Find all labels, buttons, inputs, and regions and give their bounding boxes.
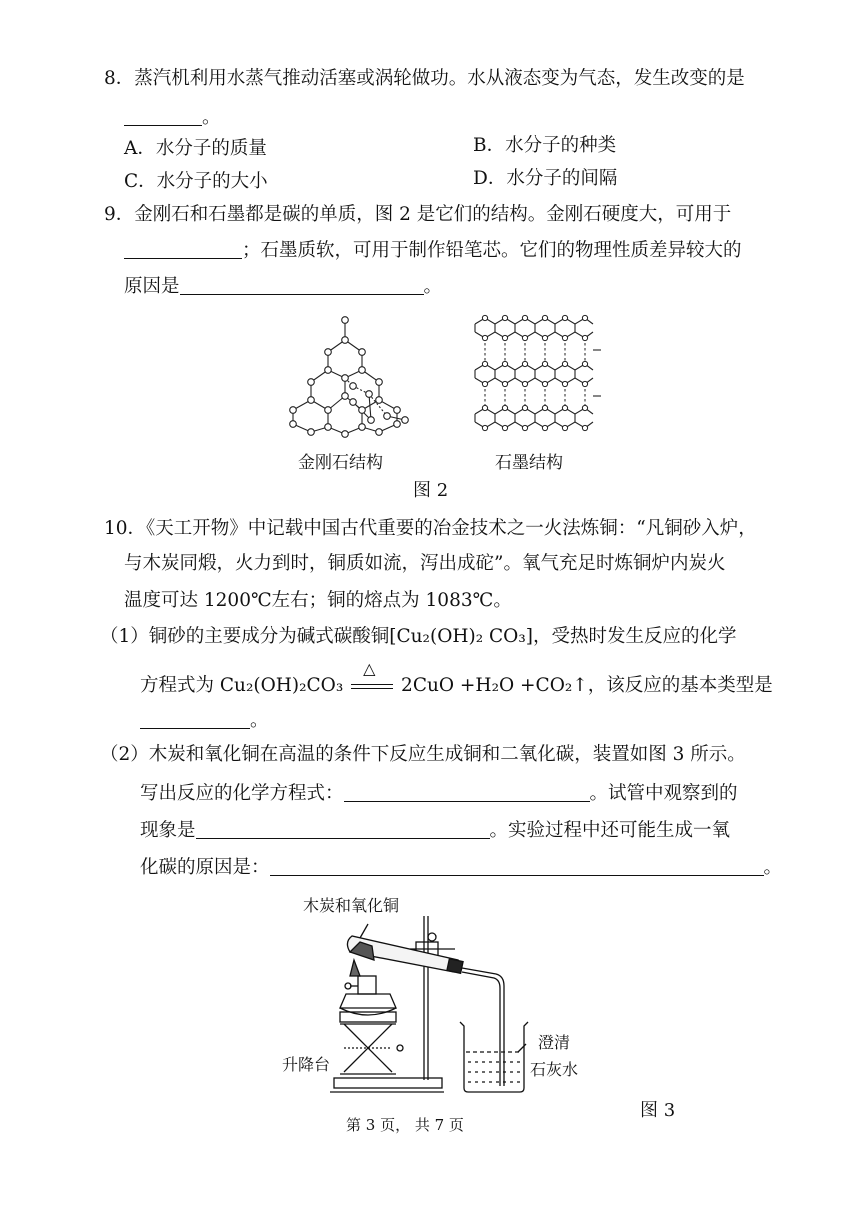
q10-part1-end: 。 xyxy=(250,710,269,731)
q10-part2-line4-text: 化碳的原因是： xyxy=(140,857,270,878)
q9-line3-end: 。 xyxy=(423,276,443,297)
q8-option-c: C．水分子的大小 xyxy=(124,171,268,192)
q10-line3: 温度可达 1200℃左右；铜的熔点为 1083℃。 xyxy=(124,590,512,611)
q9-line3 xyxy=(124,276,442,297)
q10-part2-line2-text: 写出反应的化学方程式： xyxy=(140,783,344,804)
q8-answer-line xyxy=(124,107,221,128)
graphite-caption: 石墨结构 xyxy=(495,453,563,473)
q10-part1-answer xyxy=(140,710,269,731)
q8-option-a: A．水分子的质量 xyxy=(124,138,267,159)
q10-part1-line1: （1）铜砂的主要成分为碱式碳酸铜[Cu₂(OH)₂ CO₃]，受热时发生反应的化学 xyxy=(100,626,737,647)
q8-option-b: B．水分子的种类 xyxy=(473,135,617,156)
eq-reactant: 方程式为 Cu₂(OH)₂CO₃ xyxy=(140,675,344,696)
q10-part2-line4-end: 。 xyxy=(763,857,783,878)
heat-condition-arrow xyxy=(349,659,395,693)
q8-stem: 8．蒸汽机利用水蒸气推动活塞或涡轮做功。水从液态变为气态，发生改变的是 xyxy=(104,68,745,89)
q10-phenomenon-blank[interactable] xyxy=(196,820,490,839)
eq-products: 2CuO +H₂O +CO₂↑，该反应的基本类型是 xyxy=(401,675,773,696)
fig3-label-limewater-1: 澄清 xyxy=(538,1033,571,1052)
q10-part2-line3-after: 。实验过程中还可能生成一氧 xyxy=(489,820,731,841)
q8-end: 。 xyxy=(202,107,221,128)
q10-part2-line4 xyxy=(140,857,782,878)
diamond-structure-diagram xyxy=(283,312,418,440)
figure-2-label: 图 2 xyxy=(413,480,449,501)
q10-part2-line3-text: 现象是 xyxy=(140,820,196,841)
heat-symbol: △ xyxy=(363,659,376,678)
q10-part1-blank[interactable] xyxy=(140,710,250,729)
page-footer: 第 3 页， 共 7 页 xyxy=(346,1116,464,1134)
q10-line1: 10．《天工开物》中记载中国古代重要的冶金技术之一火法炼铜：“凡铜砂入炉， xyxy=(104,518,757,539)
q10-equation-blank[interactable] xyxy=(344,783,590,802)
q10-part2-line1: （2）木炭和氧化铜在高温的条件下反应生成铜和二氧化碳，装置如图 3 所示。 xyxy=(100,744,746,765)
fig3-label-charcoal-copper-oxide: 木炭和氧化铜 xyxy=(303,896,400,915)
q8-blank[interactable] xyxy=(124,107,202,126)
graphite-structure-diagram xyxy=(467,310,602,438)
q10-part1-equation xyxy=(140,659,773,696)
q10-co-reason-blank[interactable] xyxy=(270,857,764,876)
q9-blank-reason[interactable] xyxy=(180,276,424,295)
q9-line1: 9．金刚石和石墨都是碳的单质，图 2 是它们的结构。金刚石硬度大，可用于 xyxy=(104,204,732,225)
diamond-caption: 金刚石结构 xyxy=(298,453,383,473)
q9-blank-use[interactable] xyxy=(124,240,242,259)
figure-3-label: 图 3 xyxy=(640,1100,676,1121)
fig3-label-limewater-2: 石灰水 xyxy=(530,1060,579,1079)
q10-part2-line2-after: 。试管中观察到的 xyxy=(589,783,738,804)
q9-line3-text: 原因是 xyxy=(124,276,180,297)
q9-line2-text: ；石墨质软，可用于制作铅笔芯。它们的物理性质差异较大的 xyxy=(242,240,742,261)
q9-line2 xyxy=(124,240,742,261)
q8-option-d: D．水分子的间隔 xyxy=(473,168,618,189)
fig3-label-lift-table: 升降台 xyxy=(282,1055,331,1074)
q10-part2-line2 xyxy=(140,783,738,804)
q10-line2: 与木炭同煅，火力到时，铜质如流，泻出成砣”。氧气充足时炼铜炉内炭火 xyxy=(124,553,726,574)
q10-part2-line3 xyxy=(140,820,730,841)
